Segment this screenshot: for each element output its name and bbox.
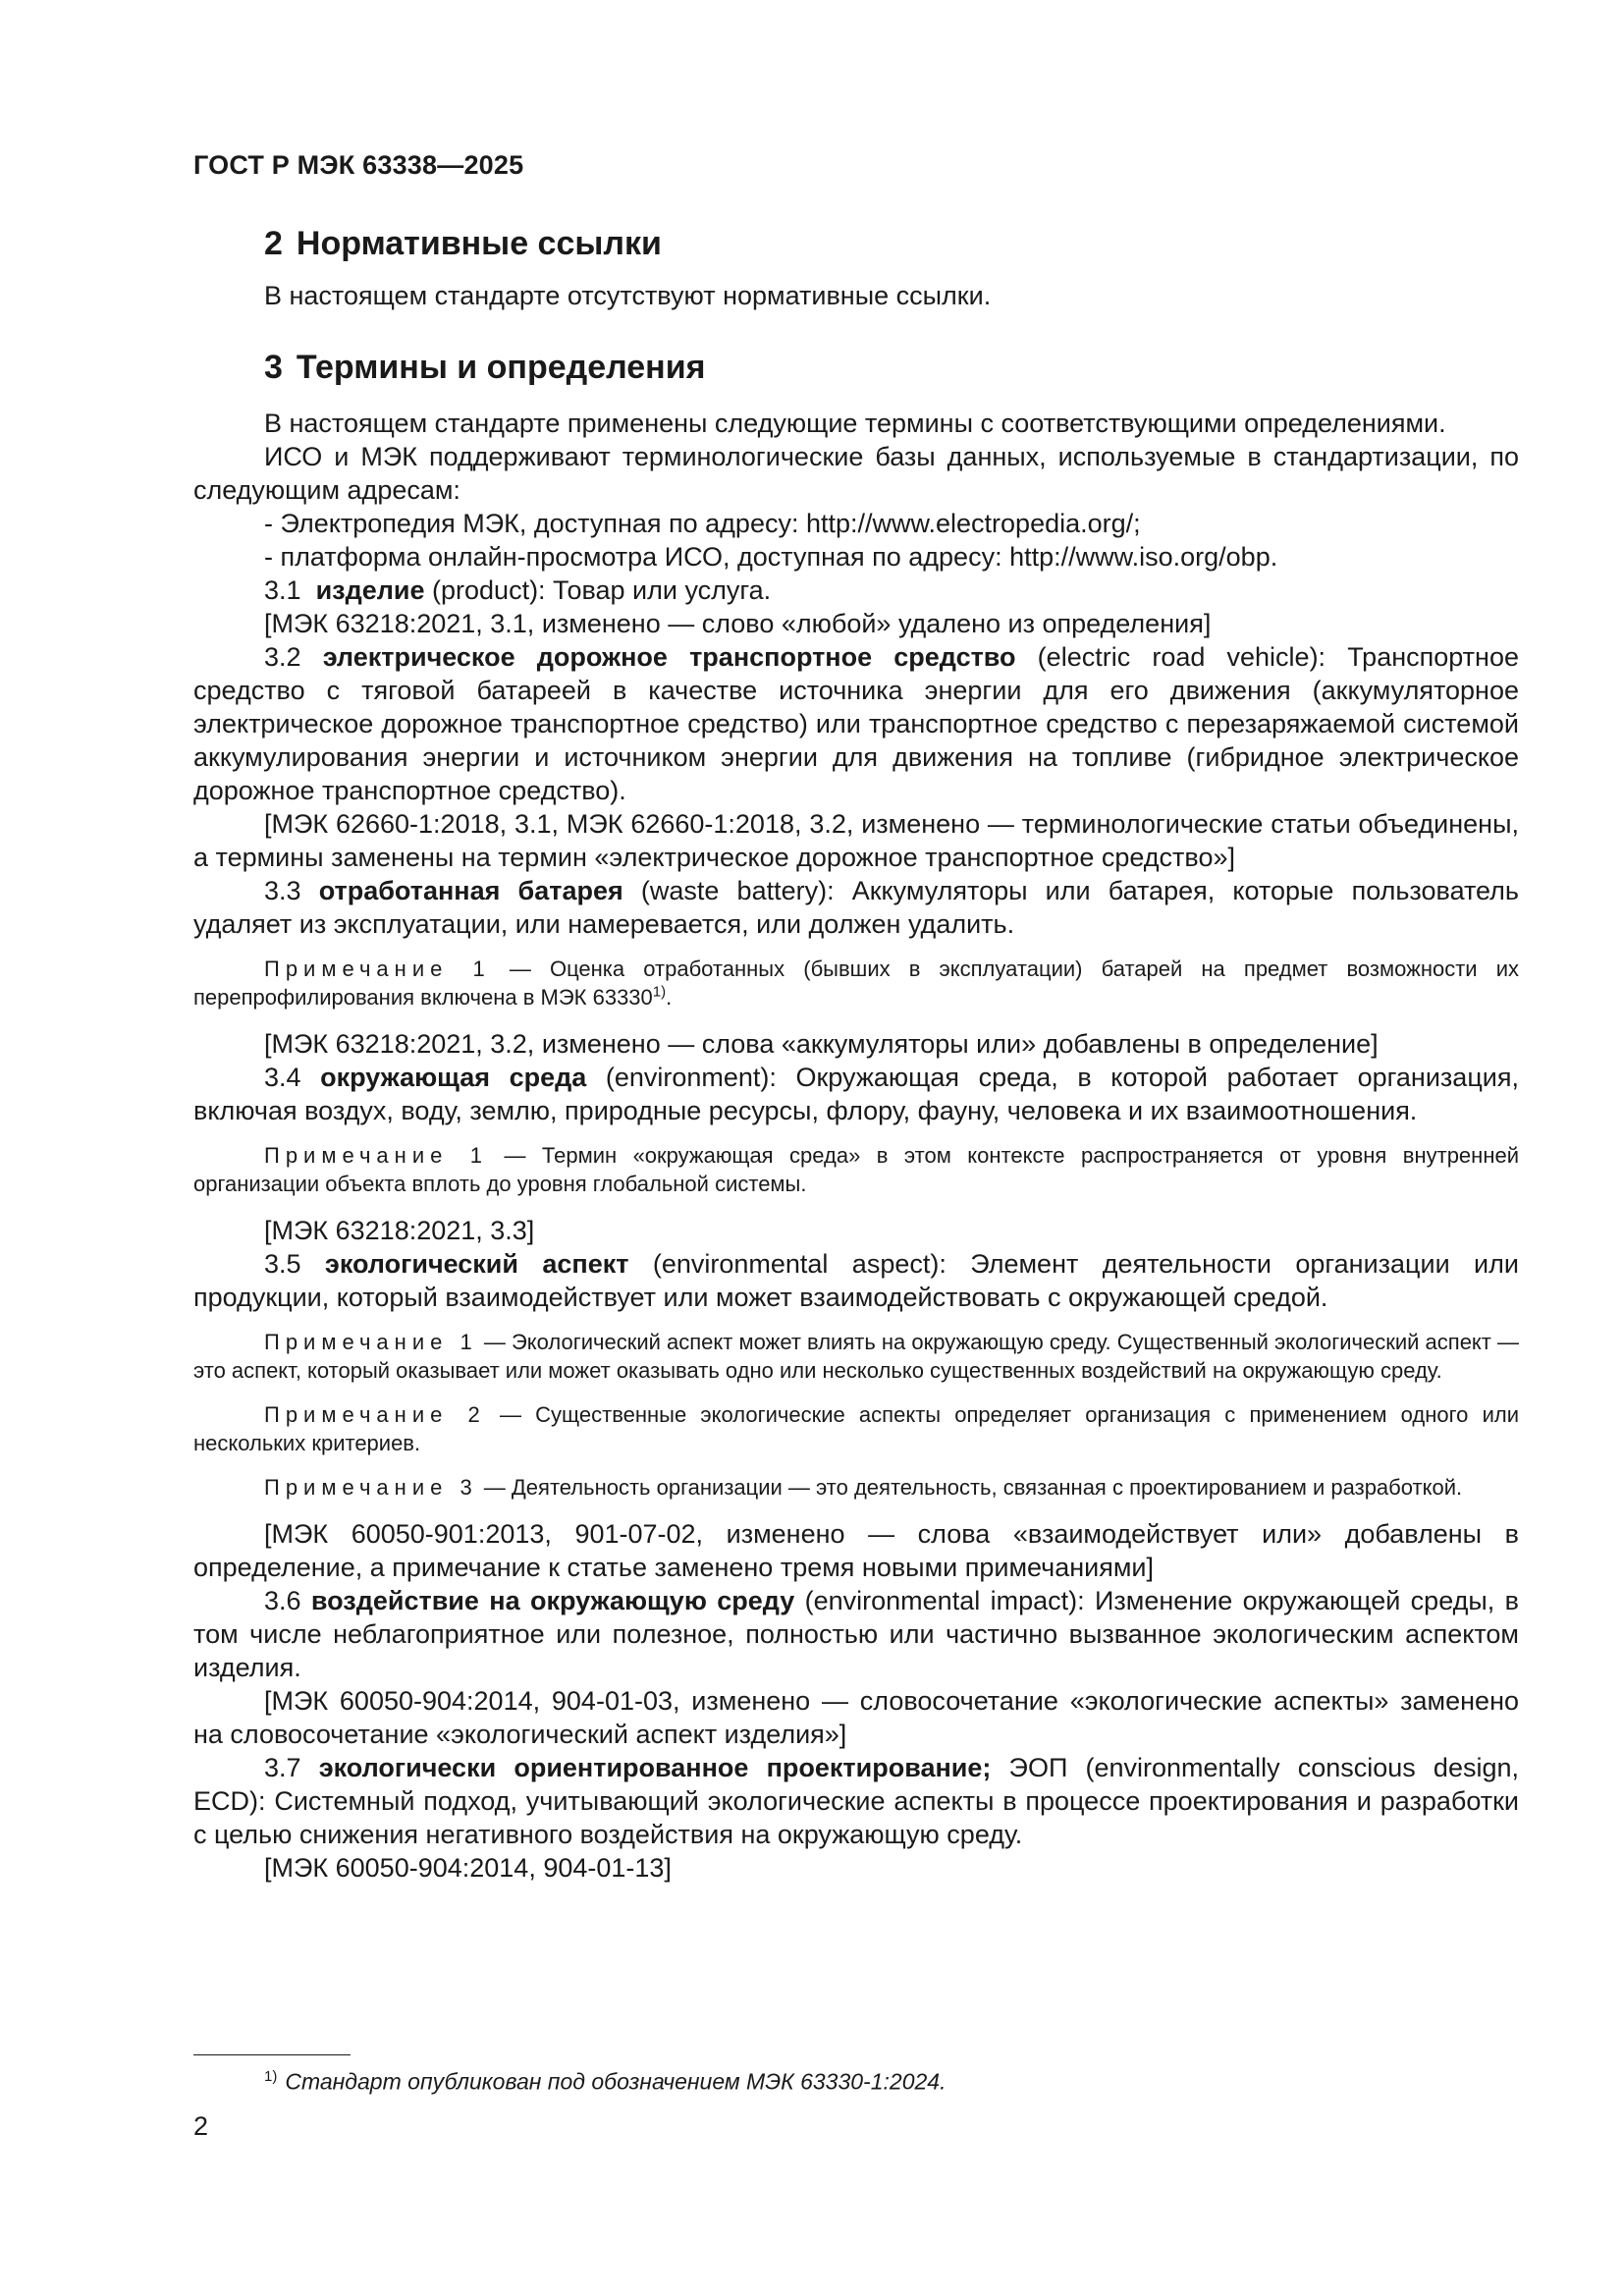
page-number: 2 [193,2111,209,2141]
note-label: Примечание 1 [264,1143,489,1168]
document-code: ГОСТ Р МЭК 63338—2025 [193,150,524,180]
term-source: [МЭК 62660-1:2018, 3.1, МЭК 62660-1:2018, 3.2, изменено — терминологические статьи объединены, а термины заменены на термин «электрическое дорожное транспортное средство»] [193,809,1519,872]
term-number: 3.4 [264,1063,301,1092]
note-label: Примечание 1 [264,957,491,981]
footnote-marker: 1) [264,2068,278,2085]
term-name: воздействие на окружающую среду [310,1586,795,1615]
note-label: Примечание 3 [264,1475,478,1500]
footnote-reference: 1) [652,983,667,1001]
term-name: изделие [315,575,425,605]
term-entry [193,574,1519,607]
term-entry [193,640,1519,807]
footnote [264,2062,946,2097]
term-entry [193,1751,1519,1851]
list-item: - платформа онлайн-просмотра ИСО, доступная по адресу: http://www.iso.org/obp. [264,542,1278,572]
term-definition: (waste battery): Аккумуляторы или батарея, которые пользователь удаляет из эксплуатации, или намеревается, или должен удалить. [193,876,1519,939]
term-definition: (environment): Окружающая среда, в которой работает организация, включая воздух, воду, землю, природные ресурсы, флору, фауну, человека и их взаимоотношения. [193,1063,1519,1125]
term-number: 3.3 [264,876,301,905]
term-number: 3.6 [264,1586,301,1615]
term-note [193,1400,1519,1457]
term-entry [193,1061,1519,1127]
term-number: 3.7 [264,1753,301,1782]
note-text: — Деятельность организации — это деятельность, связанная с проектированием и разработкой. [477,1475,1463,1500]
term-number: 3.2 [264,642,301,672]
section-number: 3 [264,349,283,386]
paragraph: В настоящем стандарте отсутствуют нормативные ссылки. [264,281,992,310]
paragraph: В настоящем стандарте применены следующие термины с соответствующими определениями. [264,409,1446,438]
section-title: Нормативные ссылки [296,225,662,262]
section-number: 2 [264,225,283,262]
term-definition: (electric road vehicle): Транспортное средство с тяговой батареей в качестве источника энергии для его движения (аккумуляторное электрическое дорожное транспортное средство) или транспортное средство с перезаряжаемой системой аккумулирования энергии и источником энергии для движения на топливе (гибридное электрическое дорожное транспортное средство). [193,642,1519,805]
section-title: Термины и определения [296,349,706,386]
term-name: окружающая среда [320,1063,587,1092]
note-text: — Оценка отработанных (бывших в эксплуатации) батарей на предмет возможности их перепрофилирования включена в МЭК 63330 [193,957,1519,1010]
note-label: Примечание 1 [264,1330,478,1354]
term-source: [МЭК 63218:2021, 3.2, изменено — слова «аккумуляторы или» добавлены в определение] [264,1029,1379,1059]
term-name: отработанная батарея [318,876,623,905]
term-number: 3.5 [264,1249,301,1279]
section-2-heading [193,224,1519,263]
page-content [193,224,1519,1885]
footnote-divider [193,2054,351,2055]
note-text: — Термин «окружающая среда» в этом контексте распространяется от уровня внутренней организации объекта вплоть до уровня глобальной системы. [193,1143,1519,1196]
term-entry [193,874,1519,941]
term-name: электрическое дорожное транспортное средство [322,642,1016,672]
note-label: Примечание 2 [264,1402,486,1427]
list-item: - Электропедия МЭК, доступная по адресу: http://www.electropedia.org/; [264,509,1141,538]
term-name: экологически ориентированное проектирование; [318,1753,992,1782]
term-definition: (product): Товар или услуга. [424,575,772,605]
section-3-heading [193,348,1519,387]
term-source: [МЭК 60050-904:2014, 904-01-13] [264,1853,672,1883]
term-note [193,1141,1519,1198]
term-number: 3.1 [264,575,301,605]
term-definition: ЭОП (environmentally conscious design, ECD): Системный подход, учитывающий экологические аспекты в процессе проектирования и разработки с целью снижения негативного воздействия на окружающую среду. [193,1753,1520,1849]
paragraph: ИСО и МЭК поддерживают терминологические базы данных, используемые в стандартизации, по следующим адресам: [193,442,1519,505]
term-source: [МЭК 60050-904:2014, 904-01-03, изменено — словосочетание «экологические аспекты» заменено на словосочетание «экологический аспект изделия»] [193,1686,1519,1749]
term-name: экологический аспект [324,1249,629,1279]
term-note [193,1473,1519,1502]
term-entry [193,1247,1519,1314]
term-entry [193,1584,1519,1684]
term-note [193,955,1519,1011]
note-end: . [666,985,673,1010]
term-definition: (environmental impact): Изменение окружающей среды, в том числе неблагоприятное или полезное, полностью или частично вызванное экологическим аспектом изделия. [193,1586,1519,1682]
note-text: — Существенные экологические аспекты определяет организация с применением одного или нескольких критериев. [193,1402,1519,1455]
footnote-text: Стандарт опубликован под обозначением МЭК 63330-1:2024. [285,2068,947,2095]
term-definition: (environmental aspect): Элемент деятельности организации или продукции, который взаимодействует или может взаимодействовать с окружающей средой. [193,1249,1519,1312]
note-text: — Экологический аспект может влиять на окружающую среду. Существенный экологический аспект — это аспект, который оказывает или может оказывать одно или несколько существенных воздействий на окружающую среду. [193,1330,1519,1383]
term-note [193,1328,1519,1385]
term-source: [МЭК 63218:2021, 3.3] [264,1216,535,1245]
term-source: [МЭК 60050-901:2013, 901-07-02, изменено — слова «взаимодействует или» добавлены в определение, а примечание к статье заменено тремя новыми примечаниями] [193,1519,1519,1582]
term-source: [МЭК 63218:2021, 3.1, изменено — слово «любой» удалено из определения] [264,609,1212,638]
